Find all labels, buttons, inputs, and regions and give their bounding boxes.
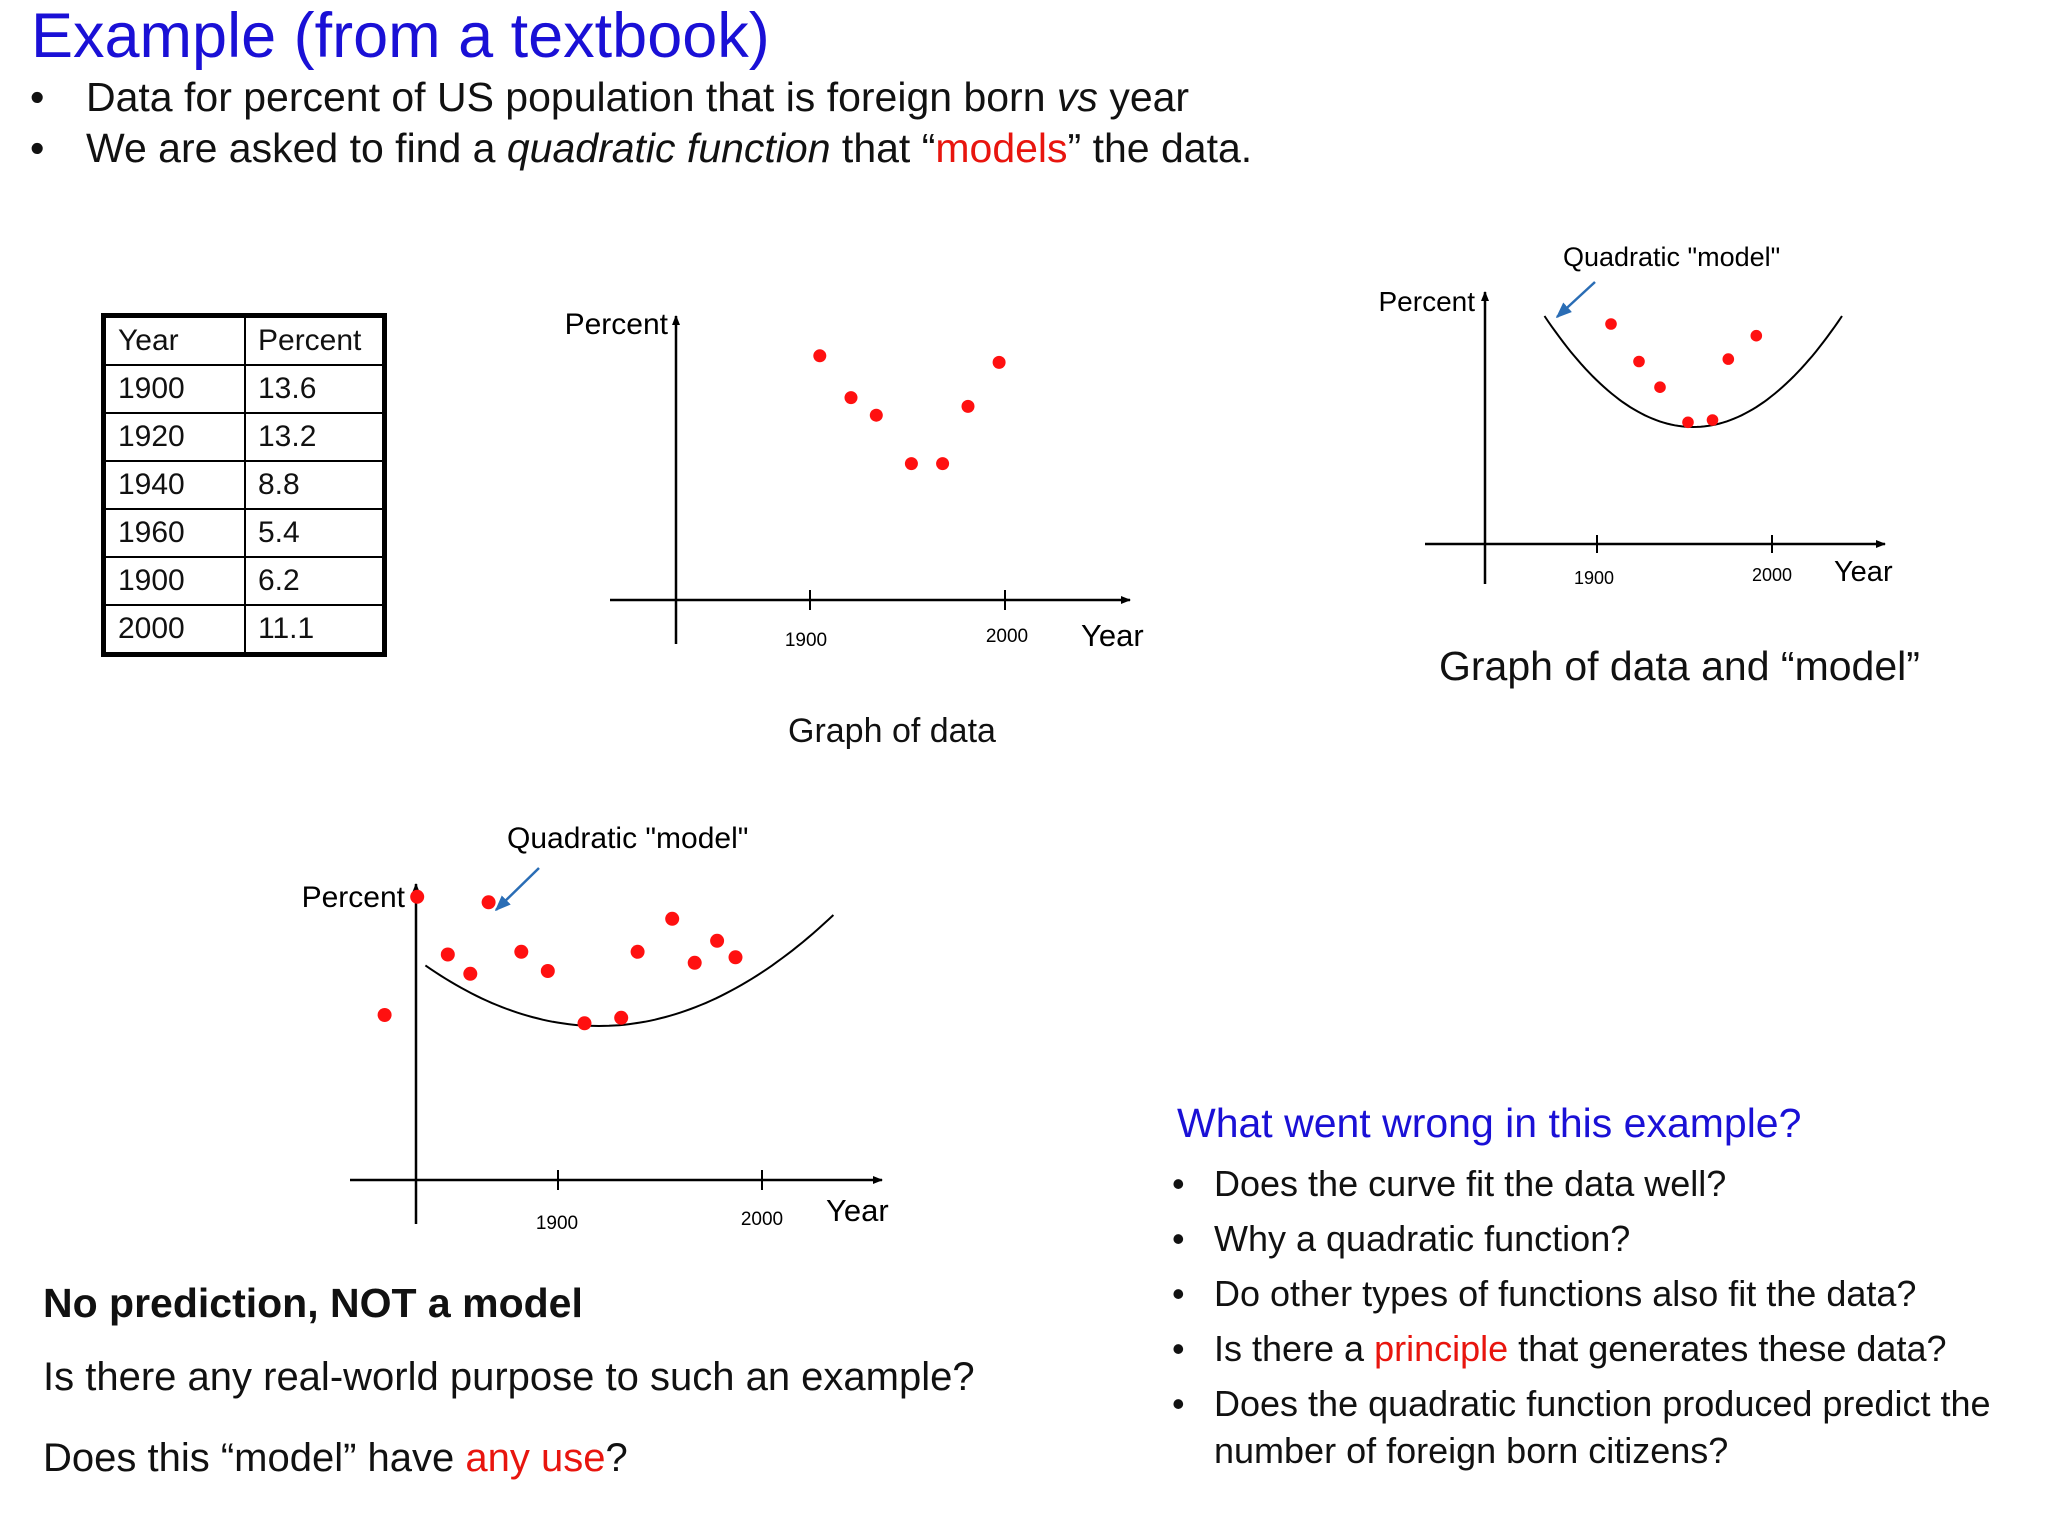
y-axis-label: Percent [564,308,668,341]
x-tick-label-2000: 2000 [985,626,1029,647]
data-point [441,948,455,962]
x-tick-label-1900: 1900 [535,1213,579,1234]
data-point [541,964,555,978]
table-cell-percent: 13.2 [245,413,385,461]
data-point [870,409,883,422]
annotation-arrow [1557,282,1595,317]
data-point [1682,417,1694,429]
table-cell-percent: 11.1 [245,605,385,655]
table-cell-year: 1900 [104,365,246,413]
data-point [514,945,528,959]
data-point [1751,330,1763,342]
use-question-text: Does this “model” have [43,1436,466,1480]
what-went-wrong-heading: What went wrong in this example? [1177,1100,1802,1146]
data-point [1654,381,1666,393]
data-points [813,349,1005,470]
x-tick-label-1900: 1900 [1573,568,1615,588]
table-cell-year: 1900 [104,557,246,605]
model-annotation: Quadratic "model" [1563,242,1781,272]
purpose-question: Is there any real-world purpose to such an example? [43,1355,975,1399]
x-tick-label-2000: 2000 [1751,565,1793,585]
model-curve [425,915,833,1026]
data-point [962,400,975,413]
data-point [1633,356,1645,368]
y-axis-label: Percent [301,881,405,914]
table-cell-percent: 13.6 [245,365,385,413]
chart-graph-of-data-and-model [1379,242,1893,588]
list-item: • Does the quadratic function produced predict the number of foreign born citizens? [1172,1380,2042,1474]
chart-no-prediction [302,822,889,1234]
no-prediction-heading: No prediction, NOT a model [43,1280,583,1326]
chart-graph-of-data [565,308,1144,653]
caption-graph-of-data: Graph of data [788,712,996,750]
data-point [665,912,679,926]
list-item-highlight: principle [1374,1328,1509,1369]
caption-graph-of-data-and-model: Graph of data and “model” [1439,643,1920,689]
data-point [936,457,949,470]
data-point [631,945,645,959]
intro-bullet-2-tail: ” the data. [1067,125,1253,171]
data-point [1605,318,1617,330]
page-title: Example (from a textbook) [31,1,770,71]
table-header-percent: Percent [245,316,385,366]
list-item-text: Is there a [1214,1328,1375,1369]
data-point [614,1011,628,1025]
y-axis-label: Percent [1378,286,1475,317]
annotation-arrow [496,868,539,910]
intro-bullet-1-tail: year [1097,74,1190,120]
list-item: • Does the curve fit the data well? [1172,1160,2042,1207]
data-point [813,349,826,362]
x-tick-label-1900: 1900 [784,630,828,651]
table-cell-year: 1940 [104,461,246,509]
use-question-highlight: any use [465,1436,606,1480]
intro-bullet-2-highlight: models [935,125,1068,171]
x-axis-label: Year [1081,618,1144,653]
table-cell-percent: 5.4 [245,509,385,557]
table-cell-percent: 8.8 [245,461,385,509]
intro-bullet-2-mid: that “ [830,125,936,171]
data-point [578,1016,592,1030]
table-cell-percent: 6.2 [245,557,385,605]
data-point [378,1008,392,1022]
use-question-tail: ? [605,1436,628,1480]
data-point [729,950,743,964]
what-went-wrong-list [1172,1160,2042,1482]
data-point [710,934,724,948]
list-item: • Do other types of functions also fit the data? [1172,1270,2042,1317]
use-question [43,1436,628,1481]
data-point [688,956,702,970]
x-axis-label: Year [1834,556,1893,588]
data-point [993,356,1006,369]
model-annotation: Quadratic "model" [507,822,749,855]
intro-bullet-2-emphasis: quadratic function [506,125,831,171]
x-tick-label-2000: 2000 [740,1209,784,1230]
model-curve [1545,316,1843,427]
data-points [1605,318,1762,428]
data-point [463,967,477,981]
table-cell-year: 2000 [104,605,246,655]
list-item-tail: that generates these data? [1508,1328,1947,1369]
data-point [410,890,424,904]
list-item: • Why a quadratic function? [1172,1215,2042,1262]
data-point [482,895,496,909]
data-point [845,391,858,404]
table-cell-year: 1960 [104,509,246,557]
list-item [1172,1325,2042,1372]
intro-bullet-1-emphasis: vs [1056,74,1098,120]
intro-bullet-2-text: We are asked to find a [86,125,507,171]
data-point [1707,414,1719,426]
data-point [1723,353,1735,365]
data-point [905,457,918,470]
intro-bullet-1-text: Data for percent of US population that is foreign born [86,74,1057,120]
table-header-year: Year [104,316,246,366]
table-cell-year: 1920 [104,413,246,461]
x-axis-label: Year [826,1193,889,1228]
